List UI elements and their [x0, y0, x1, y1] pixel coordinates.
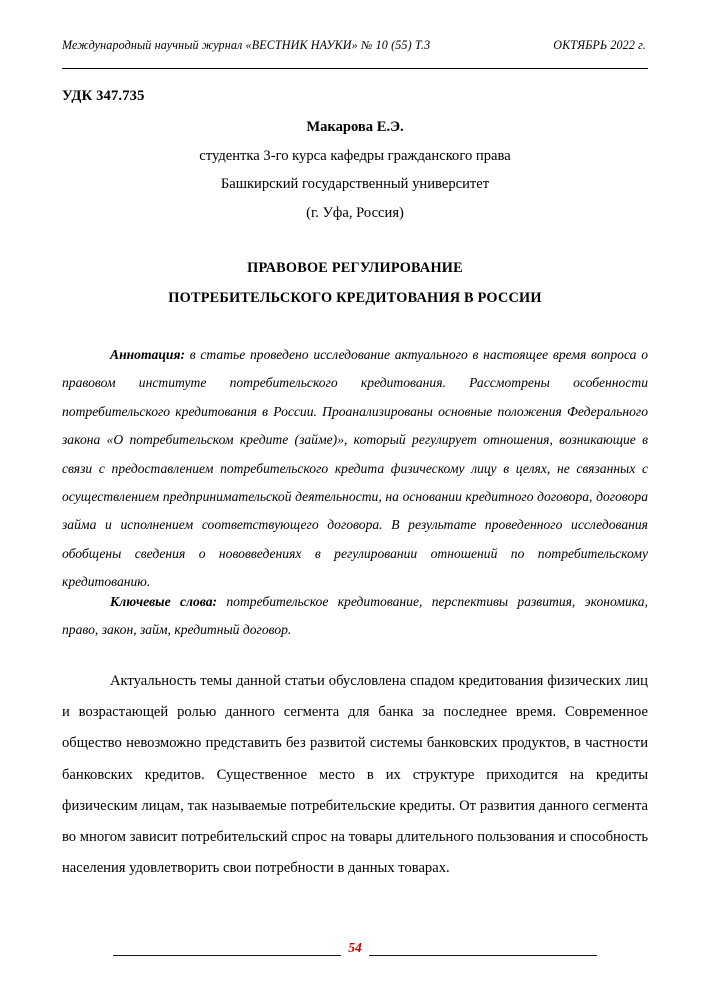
author-name: Макарова Е.Э. — [306, 119, 404, 135]
abstract-section — [62, 341, 648, 597]
page-footer — [113, 940, 597, 956]
body-paragraph-1: Актуальность темы данной статьи обусловлена спадом кредитования физических лиц и возрастающей ролью данного сегмента для банка за последнее время. Современное общество невозможно представить без развитой системы банковских продуктов, в частности банковских кредитов. Существенное место в их структуре приходится на кредиты физическим лицам, так называемые потребительские кредиты. От развития данного сегмента во многом зависит потребительский спрос на товары длительного пользования и способность населения удовлетворить свои потребности в данных товарах. — [62, 673, 648, 877]
footer-rule-left — [113, 955, 341, 956]
author-affiliation: Башкирский государственный университет — [220, 176, 490, 193]
article-title-line-2: ПОТРЕБИТЕЛЬСКОГО КРЕДИТОВАНИЯ В РОССИИ — [168, 290, 542, 306]
keywords-text: потребительское кредитование, перспективы развития, экономика, право, закон, займ, кредитный договор. — [62, 594, 648, 638]
keywords-label: Ключевые слова: — [110, 594, 218, 609]
footer-rule-right — [369, 955, 597, 956]
article-title-line-1: ПРАВОВОЕ РЕГУЛИРОВАНИЕ — [247, 260, 463, 276]
abstract-text: в статье проведено исследование актуального в настоящее время вопроса о правовом институте потребительского кредитования. Рассмотрены особенности потребительского кредитования в России. Проанализированы основные положения Федерального закона «О потребительском кредите (займе)», который регулирует отношения, возникающие в связи с предоставлением потребительского кредита физическому лицу в целях, не связанных с осуществлением предпринимательской деятельности, на основании кредитного договора, договора займа и исполнением соответствующего договора. В результате проведенного исследования обобщены сведения о нововведениях в регулировании отношений по потребительскому кредитованию. — [62, 347, 648, 590]
running-head-issue-date: ОКТЯБРЬ 2022 г. — [553, 38, 646, 52]
author-block — [62, 113, 648, 227]
header-divider — [62, 68, 648, 69]
udc-code: УДК 347.735 — [62, 88, 145, 104]
author-position: студентка 3-го курса кафедры гражданского права — [199, 147, 511, 164]
keywords-section — [62, 588, 648, 645]
abstract-label: Аннотация: — [110, 347, 185, 362]
article-title — [62, 253, 648, 313]
page-number: 54 — [348, 940, 362, 955]
running-head — [62, 38, 648, 53]
body-text — [62, 666, 648, 884]
running-head-journal: Международный научный журнал «ВЕСТНИК НАУКИ» № 10 (55) Т.3 — [62, 38, 431, 52]
author-location: (г. Уфа, Россия) — [306, 204, 404, 221]
